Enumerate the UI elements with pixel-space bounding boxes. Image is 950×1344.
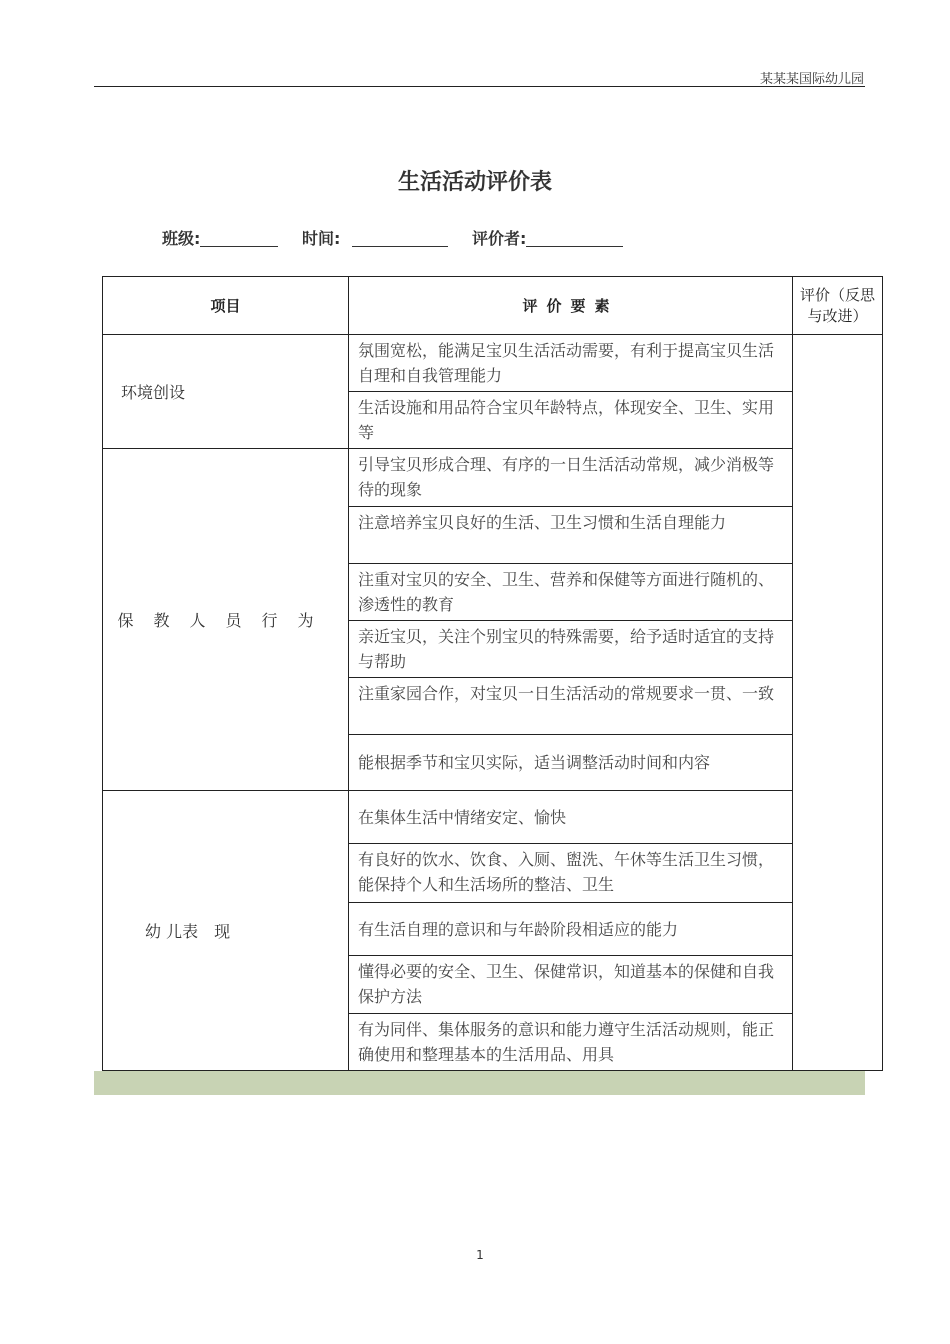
element-cell: 注重家园合作，对宝贝一日生活活动的常规要求一贯、一致: [349, 678, 793, 735]
element-cell: 有生活自理的意识和与年龄阶段相适应的能力: [349, 903, 793, 956]
category-child-performance: 幼 儿表 现: [103, 791, 349, 1071]
time-label: 时间:: [301, 229, 341, 248]
header-rule: [94, 86, 865, 87]
header-project: 项目: [103, 277, 349, 335]
category-environment: 环境创设: [103, 335, 349, 449]
evaluator-label: 评价者:: [471, 229, 527, 248]
header-evaluation: 评价（反思与改进）: [793, 277, 883, 335]
table-header-row: [103, 277, 883, 335]
class-label: 班级:: [162, 229, 201, 248]
element-cell: 引导宝贝形成合理、有序的一日生活活动常规，减少消极等待的现象: [349, 449, 793, 507]
header-elements: 评价要素: [349, 277, 793, 335]
element-cell: 有良好的饮水、饮食、入厕、盥洗、午休等生活卫生习惯，能保持个人和生活场所的整洁、卫生: [349, 844, 793, 903]
element-cell: 注重对宝贝的安全、卫生、营养和保健等方面进行随机的、渗透性的教育: [349, 564, 793, 621]
header-org-name: 某某某国际幼儿园: [759, 72, 864, 87]
table-row: [103, 335, 883, 392]
element-cell: 亲近宝贝，关注个别宝贝的特殊需要，给予适时适宜的支持与帮助: [349, 621, 793, 678]
meta-line: [162, 226, 623, 249]
footer-band: [94, 1071, 865, 1095]
category-staff-behavior: 保教人员行为: [103, 449, 349, 791]
evaluation-column: [793, 335, 883, 1071]
element-cell: 有为同伴、集体服务的意识和能力遵守生活活动规则，能正确使用和整理基本的生活用品、用具: [349, 1014, 793, 1071]
page-title: 生活活动评价表: [397, 170, 552, 195]
evaluator-blank: [526, 230, 623, 247]
element-cell: 能根据季节和宝贝实际，适当调整活动时间和内容: [349, 735, 793, 791]
element-cell: 在集体生活中情绪安定、愉快: [349, 791, 793, 844]
element-cell: 氛围宽松，能满足宝贝生活活动需要，有利于提高宝贝生活自理和自我管理能力: [349, 335, 793, 392]
evaluation-table: [102, 276, 883, 1071]
table-row: [103, 791, 883, 844]
element-cell: 注意培养宝贝良好的生活、卫生习惯和生活自理能力: [349, 507, 793, 564]
time-blank: [352, 230, 448, 247]
element-cell: 生活设施和用品符合宝贝年龄特点，体现安全、卫生、实用等: [349, 392, 793, 449]
element-cell: 懂得必要的安全、卫生、保健常识，知道基本的保健和自我保护方法: [349, 956, 793, 1014]
table-row: [103, 449, 883, 507]
page-number: 1: [476, 1248, 484, 1262]
class-blank: [200, 230, 278, 247]
